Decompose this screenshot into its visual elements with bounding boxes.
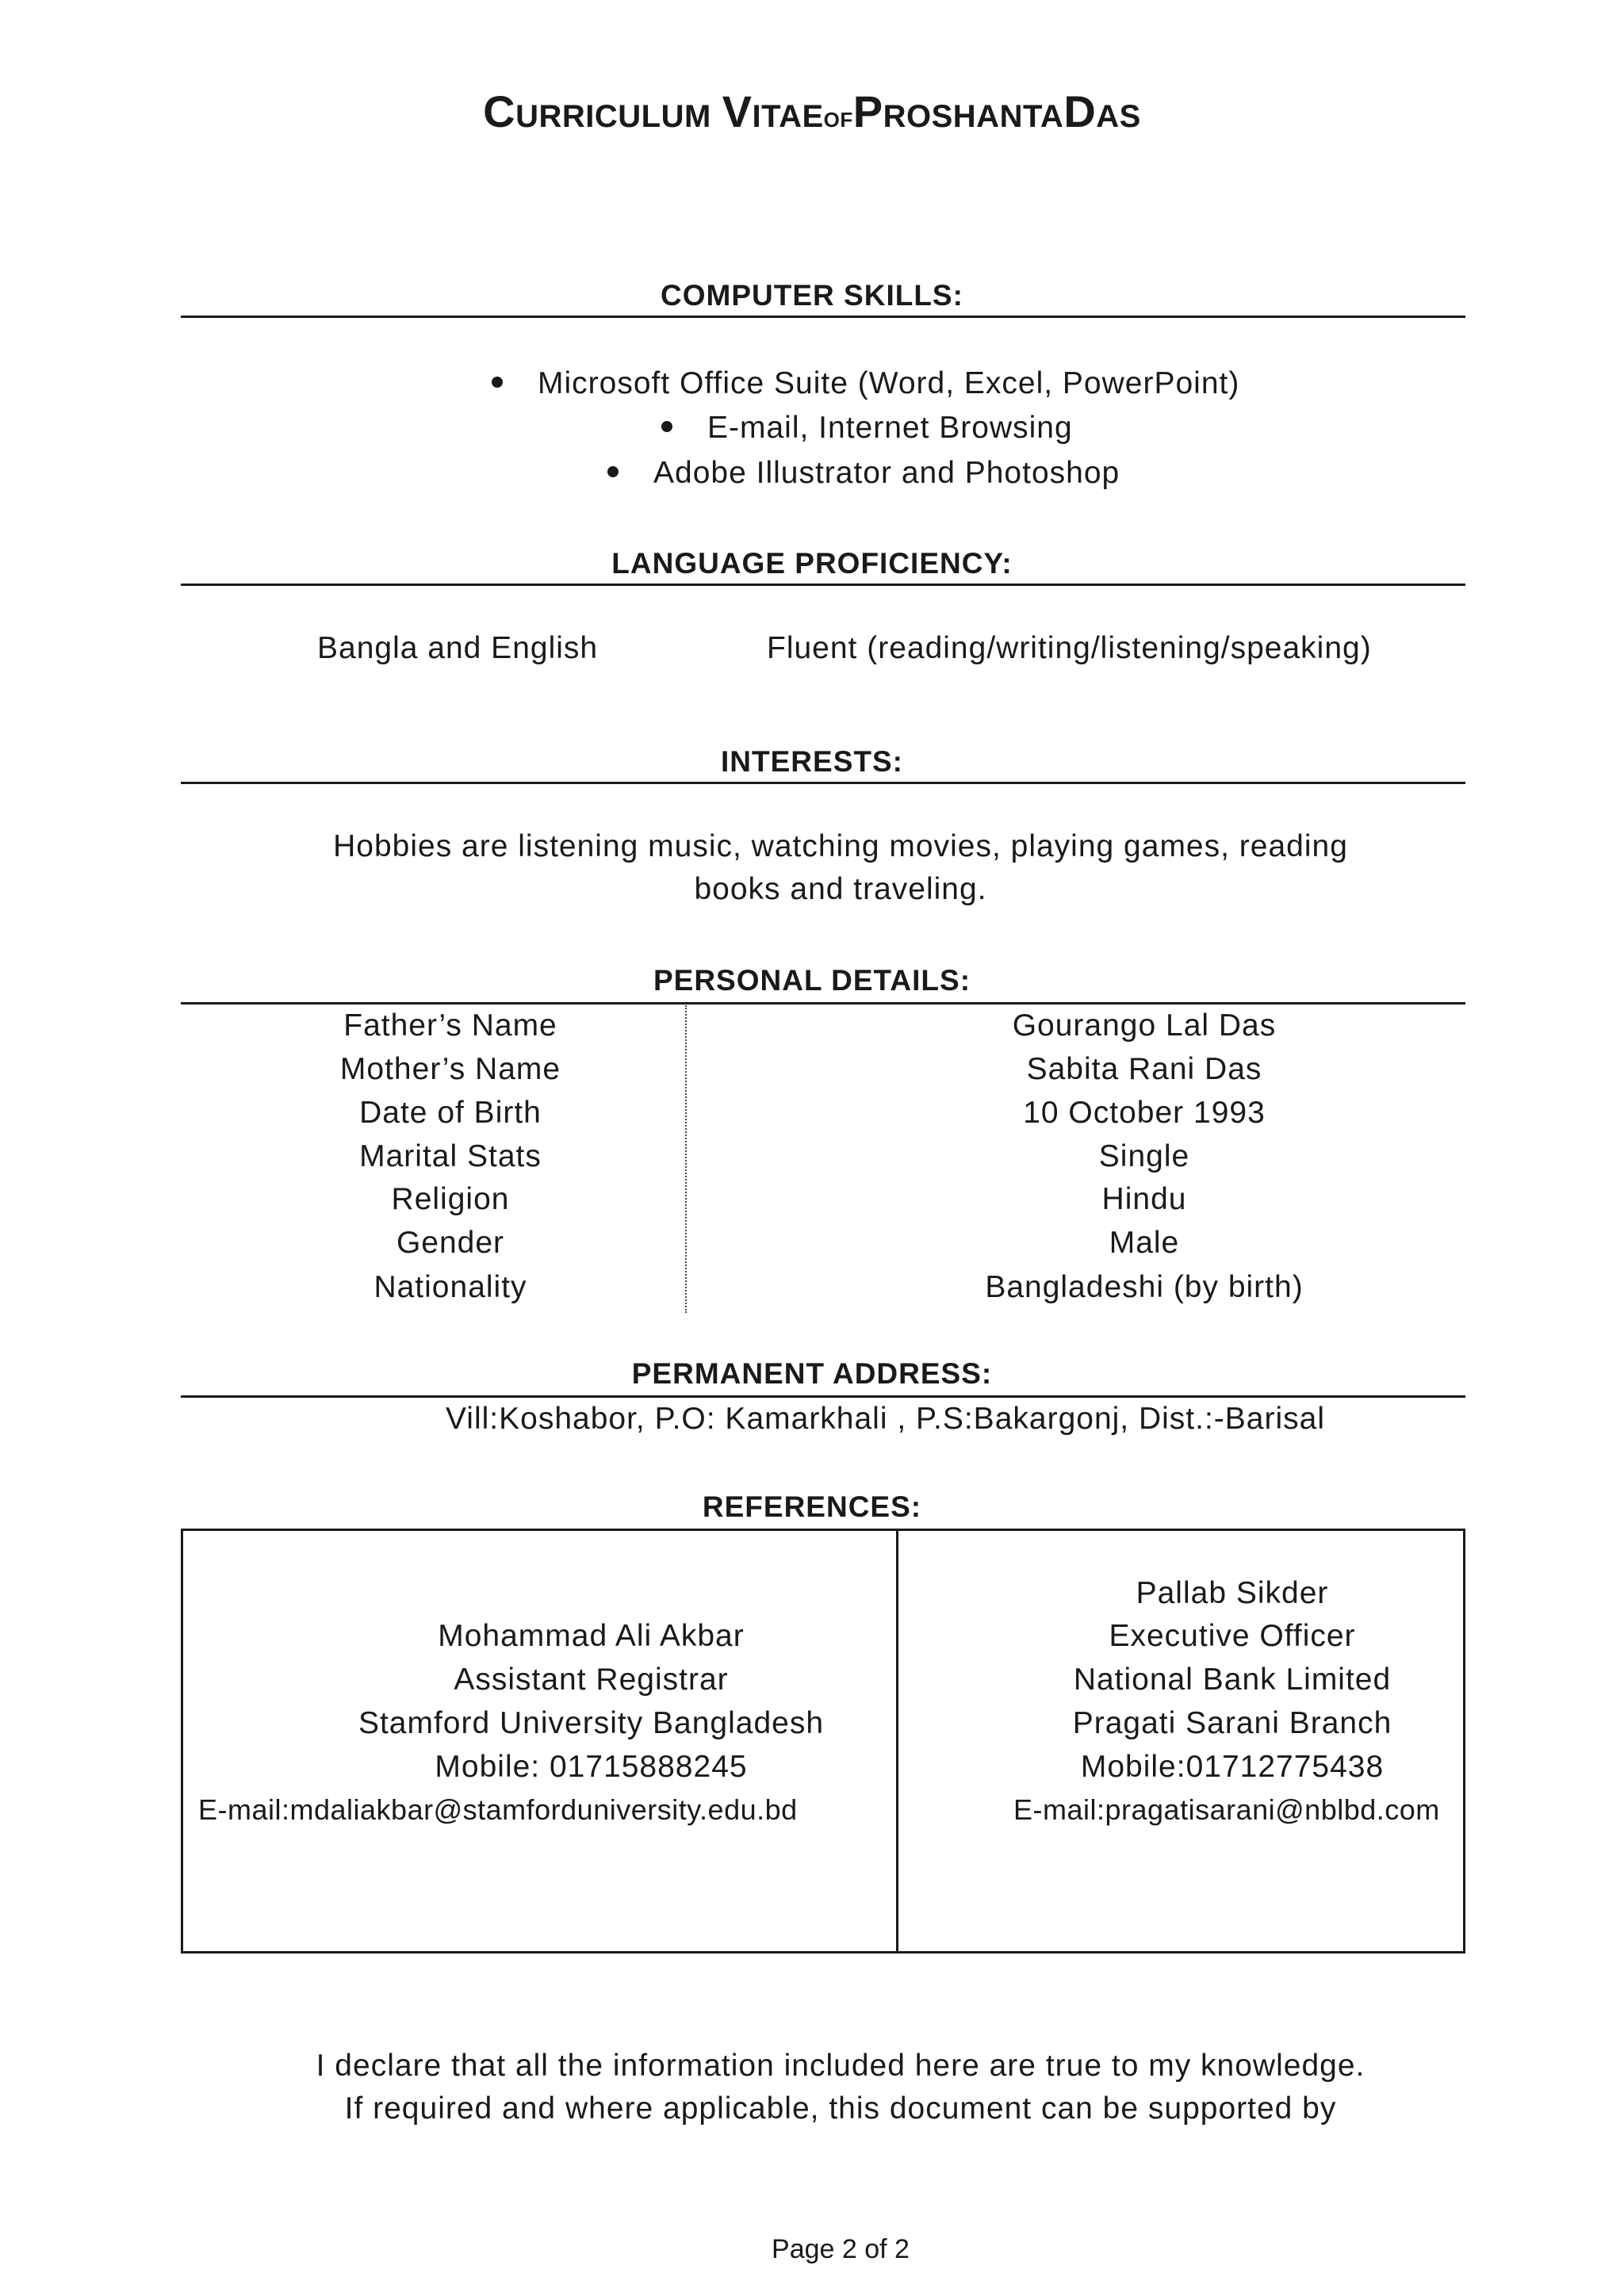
table-row — [181, 1182, 1465, 1226]
interests-heading: INTERESTS: — [721, 745, 903, 778]
interests-line-1: Hobbies are listening music, watching movies, playing games, reading — [333, 829, 1348, 863]
permanent-address-rule — [181, 1395, 1465, 1398]
reference-email: E-mail:pragatisarani@nblbd.com — [1013, 1793, 1440, 1826]
reference-name: Mohammad Ali Akbar — [438, 1619, 745, 1653]
references-heading: REFERENCES: — [702, 1490, 922, 1523]
interests-rule — [181, 782, 1465, 784]
language-level: Fluent (reading/writing/listening/speaking) — [767, 631, 1372, 665]
reference-mobile: Mobile: 01715888245 — [435, 1750, 748, 1784]
interests-line-2: books and traveling. — [694, 872, 987, 906]
computer-skills-heading: COMPUTER SKILLS: — [661, 279, 963, 312]
list-item: Microsoft Office Suite (Word, Excel, PowerPoint) — [492, 366, 1239, 401]
reference-name: Pallab Sikder — [1136, 1576, 1329, 1610]
document-title: CURRICULUM VITAEOFPROSHANTADAS — [483, 86, 1141, 136]
declaration-line-1: I declare that all the information included here are true to my knowledge. — [316, 2049, 1365, 2083]
list-item: Adobe Illustrator and Photoshop — [607, 456, 1120, 491]
table-row — [181, 1139, 1465, 1183]
reference-designation: Assistant Registrar — [454, 1663, 729, 1697]
reference-organization: National Bank Limited — [1073, 1663, 1392, 1697]
computer-skills-rule — [181, 316, 1465, 318]
table-row — [181, 1226, 1465, 1269]
table-row — [181, 1008, 1465, 1052]
reference-email: E-mail:mdaliakbar@stamforduniversity.edu.bd — [198, 1793, 798, 1826]
detail-label: Marital Stats — [359, 1139, 542, 1173]
references-divider — [896, 1529, 898, 1954]
reference-designation: Executive Officer — [1109, 1619, 1356, 1653]
detail-value: Bangladeshi (by birth) — [985, 1270, 1304, 1304]
detail-label: Religion — [391, 1182, 510, 1216]
language-rule — [181, 584, 1465, 586]
reference-mobile: Mobile:01712775438 — [1080, 1750, 1385, 1784]
detail-value: Male — [1109, 1226, 1180, 1260]
page-number: Page 2 of 2 — [772, 2234, 910, 2264]
detail-value: Sabita Rani Das — [1026, 1052, 1262, 1086]
bullet-icon — [492, 377, 503, 388]
detail-label: Gender — [396, 1226, 505, 1260]
detail-value: Gourango Lal Das — [1012, 1008, 1277, 1043]
detail-value: 10 October 1993 — [1023, 1096, 1266, 1130]
table-row — [181, 1096, 1465, 1139]
detail-value: Single — [1098, 1139, 1190, 1173]
list-item: E-mail, Internet Browsing — [661, 411, 1073, 446]
detail-label: Nationality — [373, 1270, 527, 1304]
detail-label: Date of Birth — [359, 1096, 542, 1130]
permanent-address-heading: PERMANENT ADDRESS: — [631, 1357, 993, 1390]
personal-details-rule — [181, 1002, 1465, 1004]
bullet-icon — [661, 421, 672, 432]
table-row — [181, 1052, 1465, 1096]
bullet-icon — [607, 466, 619, 477]
personal-details-heading: PERSONAL DETAILS: — [653, 964, 971, 997]
reference-branch: Pragati Sarani Branch — [1072, 1706, 1392, 1740]
detail-label: Mother’s Name — [339, 1052, 561, 1086]
detail-label: Father’s Name — [343, 1008, 557, 1043]
reference-organization: Stamford University Bangladesh — [358, 1706, 825, 1740]
permanent-address-text: Vill:Koshabor, P.O: Kamarkhali , P.S:Bakargonj, Dist.:-Barisal — [446, 1402, 1326, 1436]
detail-value: Hindu — [1101, 1182, 1187, 1216]
table-row — [181, 1270, 1465, 1314]
language-names: Bangla and English — [317, 631, 599, 665]
declaration-line-2: If required and where applicable, this document can be supported by — [344, 2091, 1337, 2126]
language-heading: LANGUAGE PROFICIENCY: — [611, 547, 1013, 580]
